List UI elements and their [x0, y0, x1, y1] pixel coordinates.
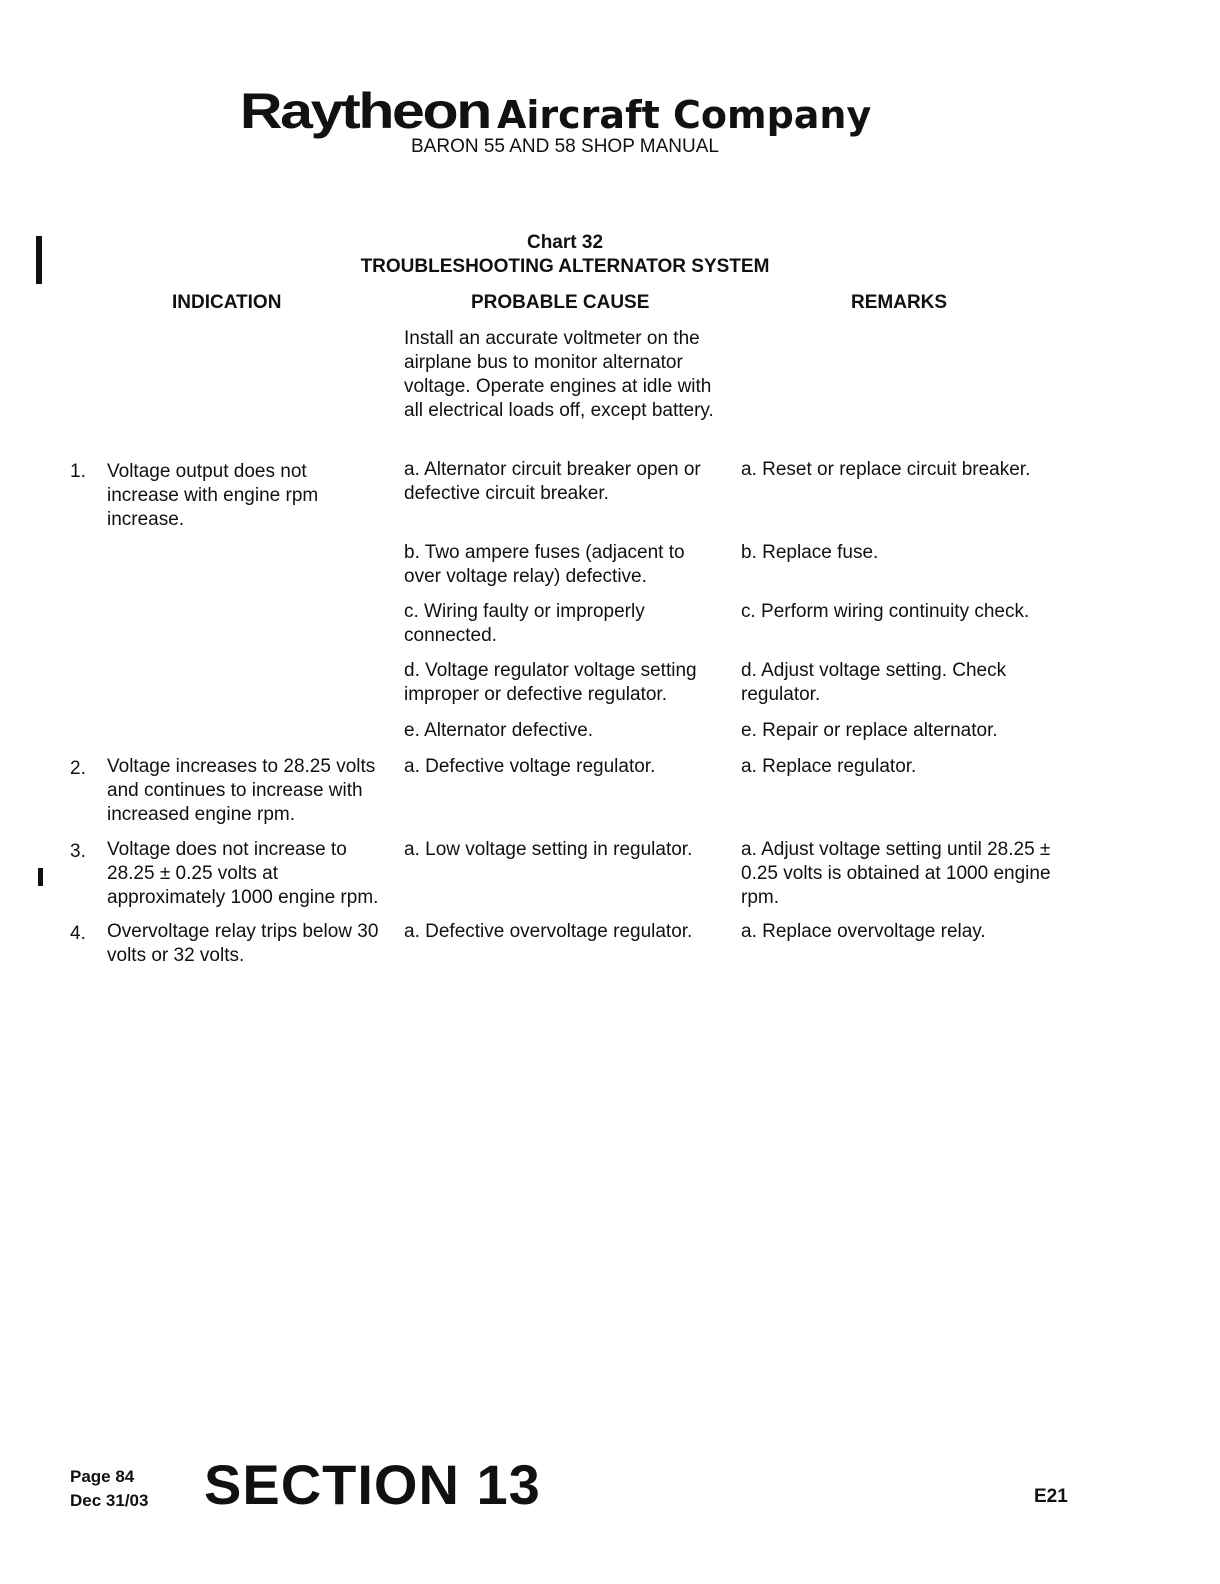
column-header-remarks: REMARKS — [851, 292, 948, 313]
brand-header — [0, 82, 1130, 140]
remark-text: b. Replace fuse. — [741, 542, 879, 563]
page-date: Dec 31/03 — [70, 1491, 149, 1510]
chart-title: TROUBLESHOOTING ALTERNATOR SYSTEM — [360, 256, 770, 277]
remark-text: a. Replace overvoltage relay. — [741, 921, 986, 942]
remark-text: a. Reset or replace circuit breaker. — [741, 459, 1031, 480]
column-header-indication: INDICATION — [172, 292, 282, 313]
indication-text: Overvoltage relay trips below 30 volts or 32 volts. — [107, 921, 379, 966]
change-bar — [38, 868, 43, 886]
cause-text: a. Low voltage setting in regulator. — [404, 839, 693, 860]
remark-text: c. Perform wiring continuity check. — [741, 601, 1030, 622]
cause-text: a. Alternator circuit breaker open or defective circuit breaker. — [404, 459, 701, 504]
chart-number: Chart 32 — [526, 232, 604, 253]
row-number: 4. — [70, 923, 86, 944]
page-number: Page 84 — [70, 1467, 135, 1486]
section-title: SECTION 13 — [204, 1453, 541, 1516]
brand-logo: Raytheon — [239, 83, 490, 139]
row-number: 2. — [70, 758, 86, 779]
manual-title: BARON 55 AND 58 SHOP MANUAL — [411, 136, 719, 157]
column-header-probable-cause: PROBABLE CAUSE — [471, 292, 650, 313]
indication-text: Voltage does not increase to 28.25 ± 0.25 volts at approximately 1000 engine rpm. — [107, 839, 379, 908]
row-number: 3. — [70, 841, 86, 862]
cause-text: d. Voltage regulator voltage setting improper or defective regulator. — [404, 660, 697, 705]
cause-text: a. Defective overvoltage regulator. — [404, 921, 693, 942]
page-info — [70, 1465, 148, 1513]
remark-text: a. Adjust voltage setting until 28.25 ± 0.25 volts is obtained at 1000 engine rpm. — [741, 839, 1051, 908]
procedure-intro: Install an accurate voltmeter on the airplane bus to monitor alternator voltage. Operate engines at idle with all electrical loads off, except battery. — [404, 328, 714, 421]
indication-text: Voltage increases to 28.25 volts and continues to increase with increased engine rpm. — [107, 756, 376, 825]
row-number: 1. — [70, 461, 86, 482]
company-name: Aircraft Company — [496, 93, 872, 137]
remark-text: a. Replace regulator. — [741, 756, 917, 777]
indication-text: Voltage output does not increase with engine rpm increase. — [107, 461, 319, 530]
cause-text: a. Defective voltage regulator. — [404, 756, 656, 777]
remark-text: e. Repair or replace alternator. — [741, 720, 998, 741]
cause-text: e. Alternator defective. — [404, 720, 594, 741]
cause-text: c. Wiring faulty or improperly connected. — [404, 601, 645, 646]
page-code: E21 — [1034, 1486, 1068, 1507]
remark-text: d. Adjust voltage setting. Check regulator. — [741, 660, 1007, 705]
cause-text: b. Two ampere fuses (adjacent to over voltage relay) defective. — [404, 542, 685, 587]
